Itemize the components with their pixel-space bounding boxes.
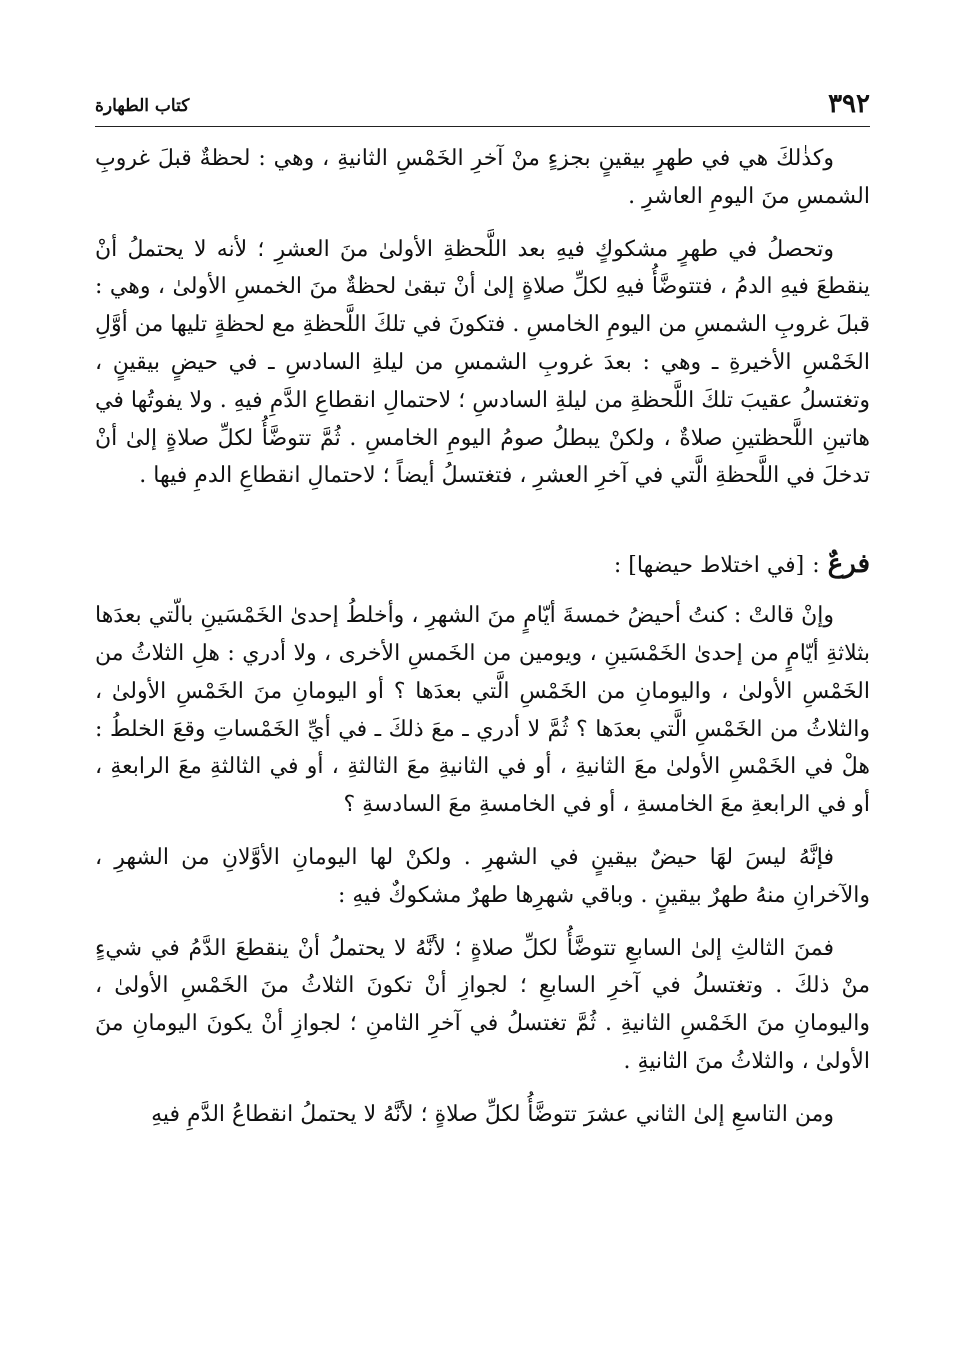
paragraph: ومن التاسعِ إلىٰ الثاني عشرَ تتوضَّأُ لكلِّ صلاةٍ ؛ لأنَّهُ لا يحتملُ انقطاعُ الدَّمِ فيهِ [151, 1101, 834, 1127]
page-header [95, 86, 870, 127]
section-separator: : [812, 553, 820, 579]
section-label: فرعٌ [827, 549, 870, 580]
page-number: ٣٩٢ [828, 89, 870, 119]
paragraph: فإنَّهُ ليسَ لهَا حيضٌ بيقينٍ في الشهرِ . ولكنْ لها اليومانِ الأوَّلانِ من الشهرِ ، والآخرانِ منهُ طهرٌ بيقينٍ . وباقي شهرِها طهرٌ مشكوكٌ فيهِ : [95, 844, 870, 908]
section-title: [في اختلاط حيضها] : [613, 553, 805, 579]
paragraph: وإنْ قالتْ : كنتُ أحيضُ خمسةَ أيّامٍ منَ الشهرِ ، وأخلطُ إحدىٰ الخَمْسَينِ بالّتي بعدَها بثلاثةِ أيّامٍ من إحدىٰ الخَمْسَينِ ، ويومين من الخَمسِ الأخرى ، ولا أدري : هلِ الثلاثُ من الخَمْسِ الأولىٰ ، واليومانِ من الخَمْسِ الَّتي بعدَها ؟ أو اليومانِ منَ الخَمْسِ الأولىٰ ، والثلاثُ من الخَمْسِ الَّتي بعدَها ؟ ثُمَّ لا أدري ـ معَ ذلكَ ـ في أيِّ الخَمْساتِ وقعَ الخلطُ : هلْ في الخَمْسِ الأولىٰ معَ الثانيةِ ، أو في الثانيةِ معَ الثالثةِ ، أو في الثالثةِ معَ الرابعةِ ، أو في الرابعةِ معَ الخامسةِ ، أو في الخامسةِ معَ السادسةِ ؟ [95, 603, 870, 818]
paragraph: وتحصلُ في طهرٍ مشكوكٍ فيهِ بعد اللَّحظةِ الأولىٰ منَ العشرِ ؛ لأنه لا يحتملُ أنْ ينقطعَ فيهِ الدمُ ، فتتوضَّأُ فيهِ لكلِّ صلاةٍ إلىٰ أنْ تبقىٰ لحظةٌ منَ الخمسِ الأولىٰ ، وهي : قبلَ غروبِ الشمسِ من اليومِ الخامسِ . فتكونَ في تلكَ اللَّحظةِ مع لحظةٍ تليها من أوَّلِ الخَمْسِ الأخيرةِ ـ وهي : بعدَ غروبِ الشمسِ من ليلةِ السادسِ ـ في حيضٍ بيقينٍ ، وتغتسلُ عقيبَ تلكَ اللَّحظةِ من ليلةِ السادسِ ؛ لاحتمالِ انقطاعِ الدَّمِ فيهِ . ولا يفوتُها في هاتينِ اللَّحظتينِ صلاةٌ ، ولكنْ يبطلُ صومُ اليومِ الخامسِ . ثُمَّ تتوضَّأُ لكلِّ صلاةٍ إلىٰ أنْ تدخلَ في اللَّحظةِ الَّتي في آخرِ العشرِ ، فتغتسلُ أيضاً ؛ لاحتمالِ انقطاعِ الدمِ فيها . [95, 236, 871, 489]
running-title: كتاب الطهارة [95, 96, 190, 116]
paragraph: فمنَ الثالثِ إلىٰ السابعِ تتوضَّأُ لكلِّ صلاةٍ ؛ لأنَّهُ لا يحتملُ أنْ ينقطعَ الدَّمُ في شيءٍ منْ ذلكَ . وتغتسلُ في آخرِ السابعِ ؛ لجوازِ أنْ تكونَ الثلاثُ منَ الخَمْسِ الأولىٰ ، واليومانِ منَ الخَمْسِ الثانيةِ . ثُمَّ تغتسلُ في آخرِ الثامنِ ؛ لجوازِ أنْ يكونَ اليومانِ منَ الأولىٰ ، والثلاثُ منَ الثانيةِ . [95, 935, 870, 1074]
section-heading [95, 545, 870, 585]
page-body [95, 140, 870, 1149]
paragraph: وكذٰلكَ هي في طهرٍ بيقينٍ بجزءٍ منْ آخرِ الخَمْسِ الثانيةِ ، وهي : لحظةٌ قبلَ غروبِ الشمسِ منَ اليومِ العاشرِ . [95, 146, 870, 209]
